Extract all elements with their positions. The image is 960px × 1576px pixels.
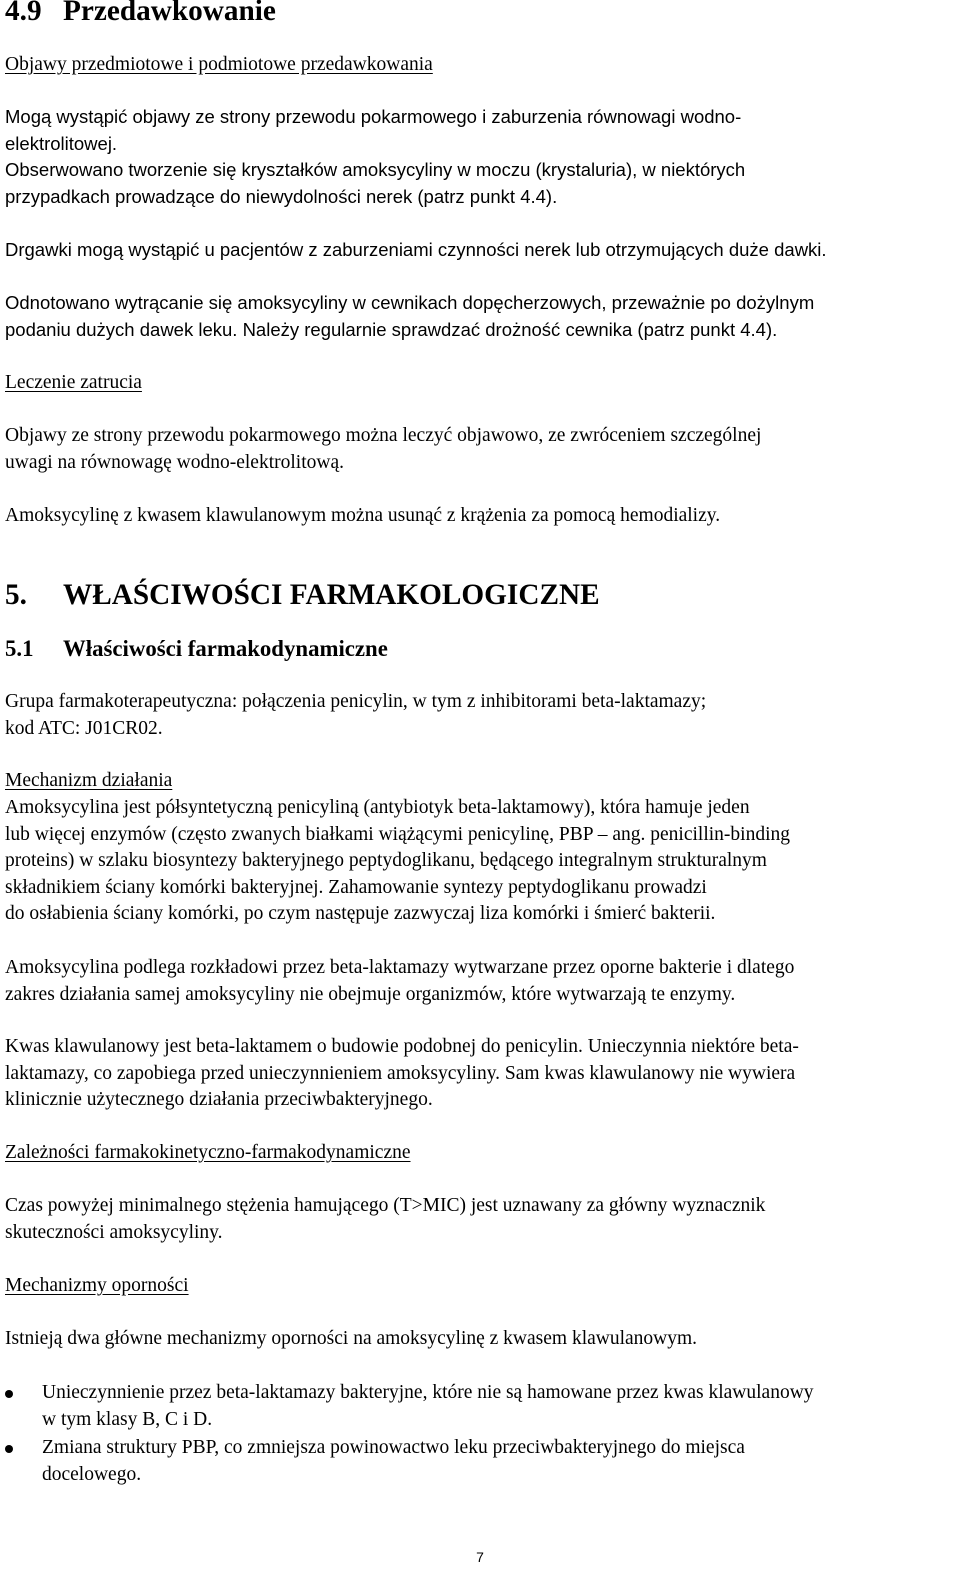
bullet-item [5, 1435, 956, 1488]
paragraph-hemodialysis [5, 503, 954, 530]
text-line: kod ATC: J01CR02. [5, 717, 163, 739]
bullet-icon [5, 1445, 13, 1453]
text-line: Odnotowano wytrącanie się amoksycyliny w cewnikach dopęcherzowych, przeważnie po dożylnym [5, 292, 815, 313]
paragraph-symptoms [5, 104, 954, 210]
section-number: 5. [5, 579, 27, 611]
text-line: Kwas klawulanowy jest beta-laktamem o budowie podobnej do penicylin. Unieczynnia niektóre beta- [5, 1036, 799, 1057]
section-heading-5-1 [5, 636, 954, 663]
paragraph-betalactamase [5, 955, 954, 1008]
subheading-pkpd: Zależności farmakokinetyczno-farmakodynamiczne [5, 1142, 411, 1163]
paragraph-clavulanic [5, 1034, 954, 1114]
text-line: Mogą wystąpić objawy ze strony przewodu pokarmowego i zaburzenia równowagi wodno- [5, 106, 742, 127]
text-line: Drgawki mogą wystąpić u pacjentów z zaburzeniami czynności nerek lub otrzymujących duże dawki. [5, 239, 827, 260]
paragraph-resistance [5, 1326, 954, 1353]
text-line: docelowego. [42, 1463, 142, 1485]
text-line: Istnieją dwa główne mechanizmy oporności na amoksycylinę z kwasem klawulanowym. [5, 1328, 698, 1349]
text-line: Amoksycylina podlega rozkładowi przez beta-laktamazy wytwarzane przez oporne bakterie i dlatego [5, 957, 795, 978]
paragraph-treatment [5, 423, 954, 476]
bullet-item [5, 1380, 956, 1433]
text-line: laktamazy, co zapobiega przed unieczynnieniem amoksycyliny. Sam kwas klawulanowy nie wywiera [5, 1062, 796, 1084]
text-line: skuteczności amoksycyliny. [5, 1221, 223, 1243]
bullet-icon [5, 1390, 13, 1398]
section-number: 5.1 [5, 636, 34, 661]
section-heading-4-9 [5, 0, 954, 25]
section-title: Przedawkowanie [63, 0, 276, 27]
paragraph-seizures [5, 237, 954, 264]
text-line: w tym klasy B, C i D. [42, 1408, 213, 1430]
text-line: Czas powyżej minimalnego stężenia hamującego (T>MIC) jest uznawany za główny wyznacznik [5, 1195, 766, 1216]
text-line: uwagi na równowagę wodno-elektrolitową. [5, 451, 344, 473]
section-title: Właściwości farmakodynamiczne [63, 636, 388, 661]
page-number: 7 [476, 1549, 484, 1565]
text-line: lub więcej enzymów (często zwanych białkami wiążącymi penicylinę, PBP – ang. penicillin-binding [5, 823, 791, 845]
paragraph-pkpd [5, 1193, 954, 1246]
text-line: Obserwowano tworzenie się kryształków amoksycyliny w moczu (krystaluria), w niektórych [5, 159, 746, 180]
text-line: zakres działania samej amoksycyliny nie obejmuje organizmów, które wytwarzają te enzymy. [5, 983, 736, 1005]
subheading-resistance: Mechanizmy oporności [5, 1275, 189, 1296]
paragraph-mechanism [5, 795, 954, 928]
text-line: elektrolitowej. [5, 132, 118, 154]
section-number: 4.9 [5, 0, 42, 27]
text-line: Amoksycylinę z kwasem klawulanowym można usunąć z krążenia za pomocą hemodializy. [5, 505, 721, 526]
text-line: podaniu dużych dawek leku. Należy regularnie sprawdzać drożność cewnika (patrz punkt 4.4). [5, 318, 778, 340]
text-line: Amoksycylina jest półsyntetyczną penicyliną (antybiotyk beta-laktamowy), która hamuje jeden [5, 797, 750, 818]
subheading-treatment: Leczenie zatrucia [5, 372, 142, 393]
text-line: klinicznie użytecznego działania przeciwbakteryjnego. [5, 1089, 433, 1110]
text-line: Grupa farmakoterapeutyczna: połączenia penicylin, w tym z inhibitorami beta-laktamazy; [5, 691, 707, 712]
section-heading-5 [5, 579, 954, 611]
text-line: proteins) w szlaku biosyntezy bakteryjnego peptydoglikanu, będącego integralnym strukturalnym [5, 850, 767, 871]
paragraph-atc [5, 689, 954, 742]
text-line: Objawy ze strony przewodu pokarmowego można leczyć objawowo, ze zwróceniem szczególnej [5, 425, 762, 446]
text-line: składnikiem ściany komórki bakteryjnej. Zahamowanie syntezy peptydoglikanu prowadzi [5, 876, 707, 898]
text-line: przypadkach prowadzące do niewydolności nerek (patrz punkt 4.4). [5, 185, 558, 207]
subheading-mechanism: Mechanizm działania [5, 770, 173, 791]
paragraph-catheter [5, 290, 954, 343]
text-line: do osłabienia ściany komórki, po czym następuje zazwyczaj liza komórki i śmierć bakterii. [5, 903, 716, 924]
subheading-symptoms: Objawy przedmiotowe i podmiotowe przedawkowania [5, 54, 433, 75]
section-title: WŁAŚCIWOŚCI FARMAKOLOGICZNE [63, 579, 600, 611]
text-line: Zmiana struktury PBP, co zmniejsza powinowactwo leku przeciwbakteryjnego do miejsca [42, 1437, 745, 1458]
text-line: Unieczynnienie przez beta-laktamazy bakteryjne, które nie są hamowane przez kwas klawulanowy [42, 1382, 814, 1403]
